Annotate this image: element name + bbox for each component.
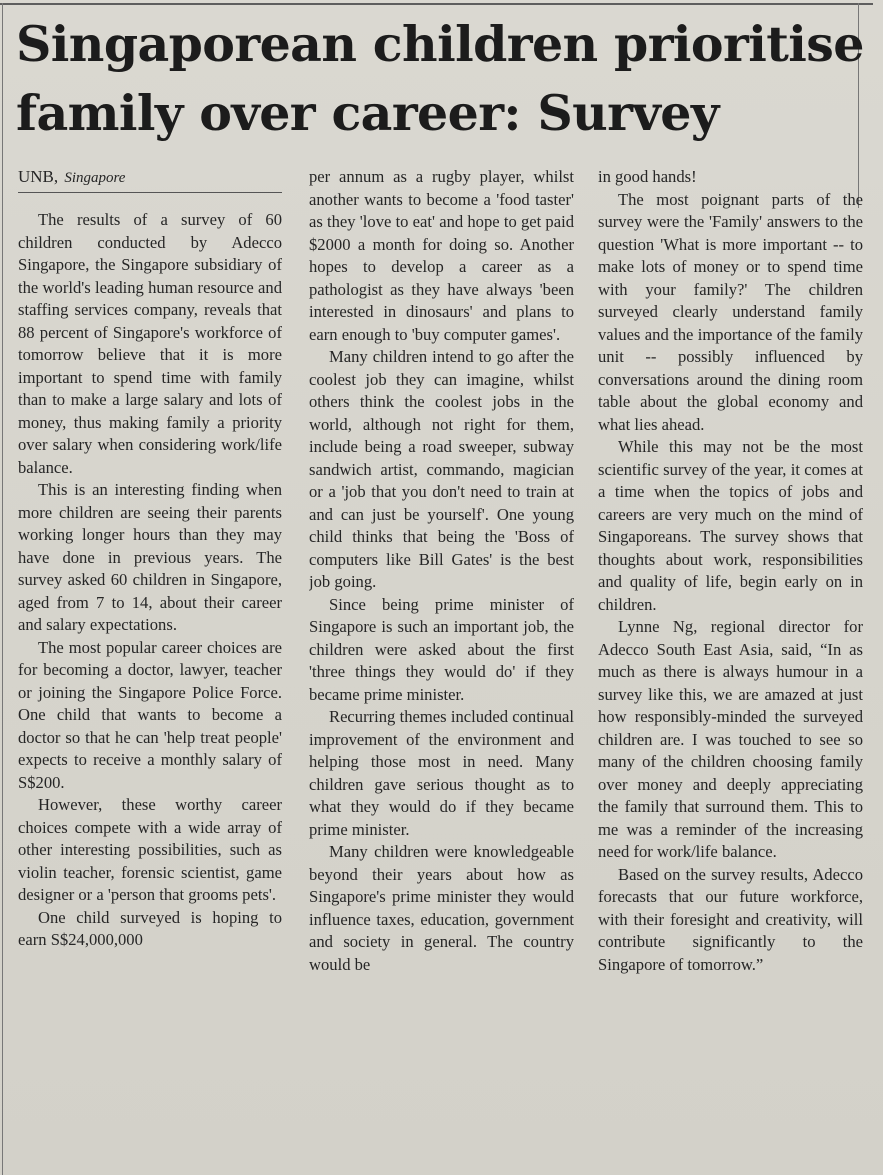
byline	[18, 166, 282, 193]
paragraph: The most poignant parts of the survey were the 'Family' answers to the question 'What is more important -- to make lots of money or to spend time with your family?' The children surveyed clearly understand family values and the importance of the family unit -- possibly influenced by conversations around the dining room table about the global economy and what lies ahead.	[598, 189, 863, 434]
column-2	[309, 166, 574, 1175]
byline-agency: UNB,	[18, 167, 59, 186]
column-1	[18, 166, 282, 1175]
paragraph: Many children intend to go after the coolest job they can imagine, whilst others think the coolest jobs in the world, although not right for them, include being a road sweeper, subway sandwich artist, commando, magician or a 'job that you don't need to train at and can just be yourself'. One young child thinks that being the 'Boss of computers like Bill Gates' is the best job going.	[309, 347, 574, 591]
paragraph: However, these worthy career choices compete with a wide array of other interesting possibilities, such as violin teacher, forensic scientist, game designer or a 'person that grooms pets'.	[18, 795, 282, 904]
paragraph-continued: in good hands!	[598, 167, 697, 186]
paragraph: The results of a survey of 60 children conducted by Adecco Singapore, the Singapore subsidiary of the world's leading human resource and staffing services company, reveals that 88 percent of Singapore's workforce of tomorrow believe that it is more important to spend time with family than to make a large salary and lots of money, thus making family a priority over salary when considering work/life balance.	[18, 210, 282, 477]
paragraph: While this may not be the most scientific survey of the year, it comes at a time when the topics of jobs and careers are very much on the mind of Singaporeans. The survey shows that thoughts about work, responsibilities and quality of life, begin early on in children.	[598, 437, 863, 614]
paragraph: Based on the survey results, Adecco forecasts that our future workforce, with their foresight and creativity, will contribute significantly to the Singapore of tomorrow.”	[598, 864, 863, 974]
left-border-rule	[2, 3, 3, 1175]
paragraph: Many children were knowledgeable beyond their years about how as Singapore's prime minister they would influence taxes, education, government and society in general. The country would be	[309, 842, 574, 974]
top-rule	[0, 3, 873, 5]
paragraph: One child surveyed is hoping to earn S$24,000,000	[18, 907, 282, 949]
byline-location: Singapore	[64, 170, 126, 186]
headline: Singaporean children prioritise family over career: Survey	[16, 15, 864, 142]
paragraph: The most popular career choices are for becoming a doctor, lawyer, teacher or joining the Singapore Police Force. One child that wants to become a doctor so that he can 'help treat people' expects to receive a monthly salary of S$200.	[18, 637, 282, 792]
paragraph: Recurring themes included continual improvement of the environment and helping those most in need. Many children gave serious thought as to what they would do if they became prime minister.	[309, 707, 574, 839]
paragraph: Since being prime minister of Singapore is such an important job, the children were asked about the first 'three things they would do' if they became prime minister.	[309, 594, 574, 704]
column-3	[598, 166, 863, 1175]
paragraph-continued: per annum as a rugby player, whilst another wants to become a 'food taster' as they 'love to eat' and hope to get paid $2000 a month for doing so. Another hopes to develop a career as a pathologist as they have always 'been interested in dinosaurs' and plans to earn enough to 'buy computer games'.	[309, 167, 574, 344]
paragraph: Lynne Ng, regional director for Adecco South East Asia, said, “In as much as there is always humour in a survey like this, we are amazed at just how responsibly-minded the surveyed children are. I was touched to see so many of the children choosing family over money and deeply appreciating the family that surround them. This to me was a reminder of the increasing need for work/life balance.	[598, 617, 863, 861]
paragraph: This is an interesting finding when more children are seeing their parents working longer hours than they may have done in previous years. The survey asked 60 children in Singapore, aged from 7 to 14, about their career and salary expectations.	[18, 480, 282, 634]
